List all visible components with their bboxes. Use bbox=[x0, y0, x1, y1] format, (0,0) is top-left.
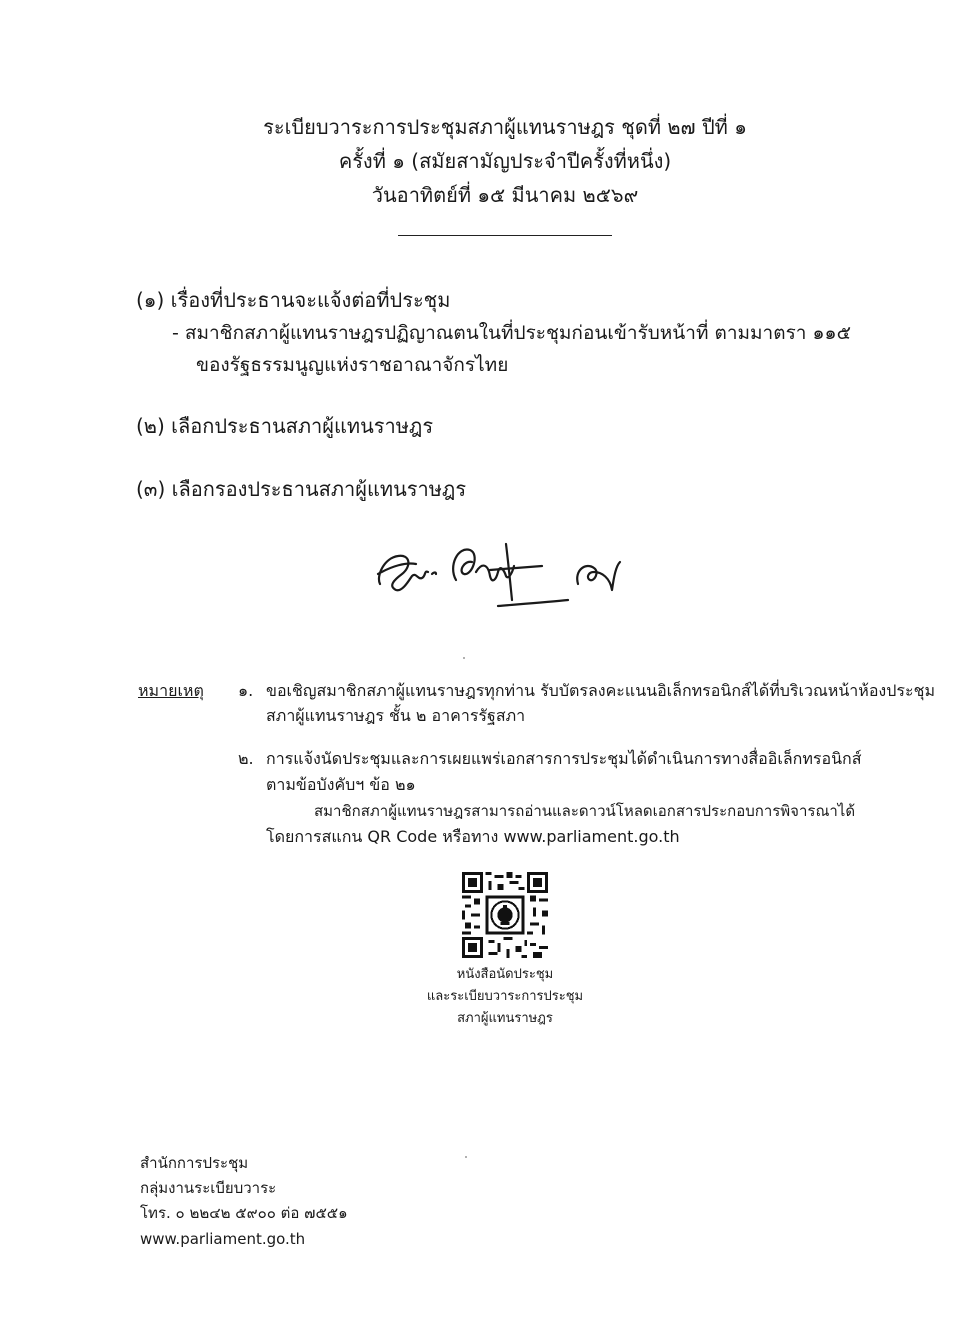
qr-caption-line-2: และระเบียบวาระการประชุม bbox=[426, 989, 584, 1004]
scan-speck bbox=[465, 1156, 467, 1158]
footer-phone: โทร. ๐ ๒๒๔๒ ๕๙๐๐ ต่อ ๗๕๕๑ bbox=[140, 1204, 348, 1222]
remark-1-number: ๑. bbox=[238, 681, 254, 700]
remarks-heading: หมายเหตุ bbox=[138, 681, 204, 700]
remark-2-line-2: ตามข้อบังคับฯ ข้อ ๒๑ bbox=[266, 775, 416, 794]
remark-1-line-2: สภาผู้แทนราษฎร ชั้น ๒ อาคารรัฐสภา bbox=[266, 706, 526, 725]
header-date: วันอาทิตย์ที่ ๑๕ มีนาคม ๒๕๖๙ bbox=[371, 183, 639, 207]
remark-1-line-1: ขอเชิญสมาชิกสภาผู้แทนราษฎรทุกท่าน รับบัตรลงคะแนนอิเล็กทรอนิกส์ได้ที่บริเวณหน้าห้องประชุม bbox=[266, 681, 935, 700]
agenda-item-1-sub: - สมาชิกสภาผู้แทนราษฎรปฏิญาณตนในที่ประชุมก่อนเข้ารับหน้าที่ ตามมาตรา ๑๑๕ bbox=[172, 322, 851, 344]
remark-2-line-3: สมาชิกสภาผู้แทนราษฎรสามารถอ่านและดาวน์โหลดเอกสารประกอบการพิจารณาได้ bbox=[314, 802, 856, 820]
footer-office: สำนักการประชุม bbox=[140, 1154, 249, 1172]
qr-code[interactable] bbox=[462, 872, 548, 958]
remark-2-line-4: โดยการสแกน QR Code หรือทาง www.parliament.go.th bbox=[266, 827, 680, 846]
scan-speck bbox=[463, 657, 465, 659]
document-header bbox=[0, 110, 960, 212]
agenda-item-2: (๒) เลือกประธานสภาผู้แทนราษฎร bbox=[136, 414, 434, 438]
agenda-item-1-sub-cont: ของรัฐธรรมนูญแห่งราชอาณาจักรไทย bbox=[196, 354, 509, 376]
qr-caption-line-3: สภาผู้แทนราษฎร bbox=[457, 1011, 553, 1026]
qr-caption-line-1: หนังสือนัดประชุม bbox=[456, 967, 554, 982]
signature bbox=[372, 536, 632, 612]
agenda-item-3: (๓) เลือกรองประธานสภาผู้แทนราษฎร bbox=[136, 477, 467, 501]
agenda-item-1: (๑) เรื่องที่ประธานจะแจ้งต่อที่ประชุม bbox=[136, 288, 451, 312]
header-title: ระเบียบวาระการประชุมสภาผู้แทนราษฎร ชุดที่ ๒๗ ปีที่ ๑ bbox=[263, 115, 747, 139]
header-session: ครั้งที่ ๑ (สมัยสามัญประจำปีครั้งที่หนึ่ง) bbox=[338, 149, 672, 173]
remark-2-number: ๒. bbox=[238, 749, 254, 768]
footer-group: กลุ่มงานระเบียบวาระ bbox=[140, 1179, 277, 1197]
footer-website[interactable]: www.parliament.go.th bbox=[140, 1230, 306, 1248]
header-divider bbox=[398, 235, 612, 236]
remark-2-line-1: การแจ้งนัดประชุมและการเผยแพร่เอกสารการประชุมได้ดำเนินการทางสื่ออิเล็กทรอนิกส์ bbox=[266, 749, 862, 768]
